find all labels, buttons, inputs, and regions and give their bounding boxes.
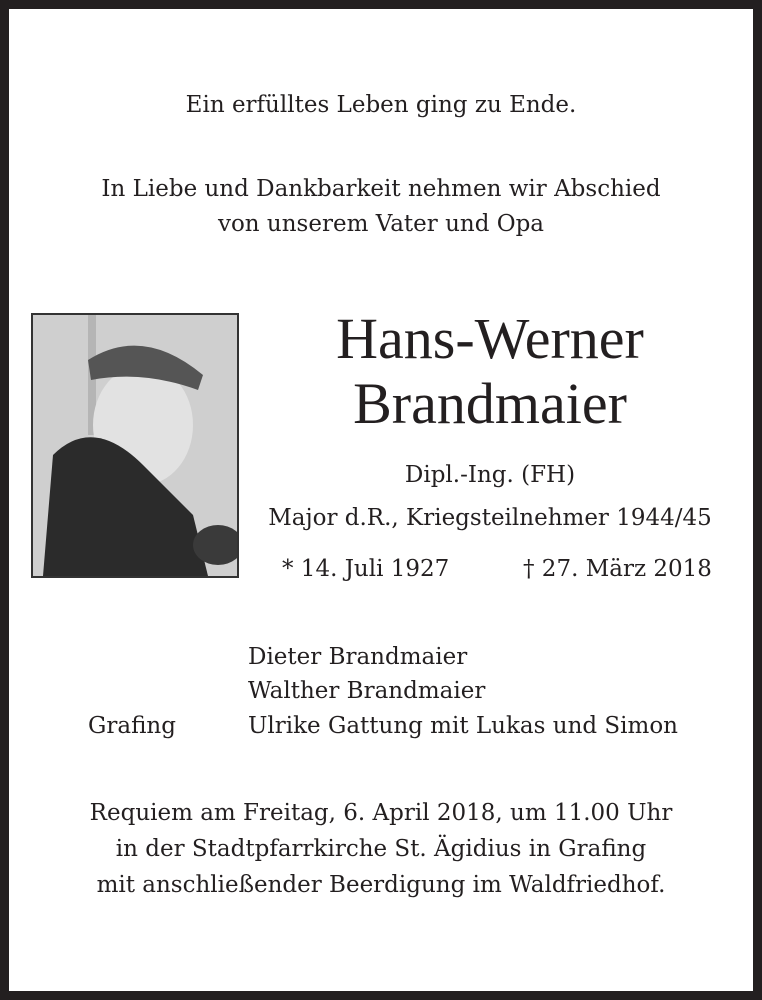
requiem-line-2: in der Stadtpfarrkirche St. Ägidius in Grafing — [115, 836, 647, 862]
place-name: Grafing — [88, 713, 176, 739]
mourner: Walther Brandmaier — [248, 678, 486, 704]
requiem-line-1: Requiem am Freitag, 6. April 2018, um 11.00 Uhr — [89, 800, 673, 826]
intro-text: Ein erfülltes Leben ging zu Ende. — [185, 92, 577, 118]
farewell-line-1: In Liebe und Dankbarkeit nehmen wir Abschied — [101, 176, 661, 202]
military-rank: Major d.R., Kriegsteilnehmer 1944/45 — [268, 505, 712, 531]
farewell-line-2: von unserem Vater und Opa — [217, 211, 545, 237]
death-date: † 27. März 2018 — [523, 556, 712, 582]
deceased-last-name: Brandmaier — [353, 371, 627, 436]
birth-date: * 14. Juli 1927 — [282, 556, 450, 582]
portrait-photo — [31, 313, 239, 578]
mourner: Ulrike Gattung mit Lukas und Simon — [248, 713, 678, 739]
requiem-line-3: mit anschließender Beerdigung im Waldfriedhof. — [96, 872, 666, 898]
mourner: Dieter Brandmaier — [248, 644, 468, 670]
academic-title: Dipl.-Ing. (FH) — [404, 462, 576, 488]
deceased-first-name: Hans-Werner — [336, 306, 644, 371]
